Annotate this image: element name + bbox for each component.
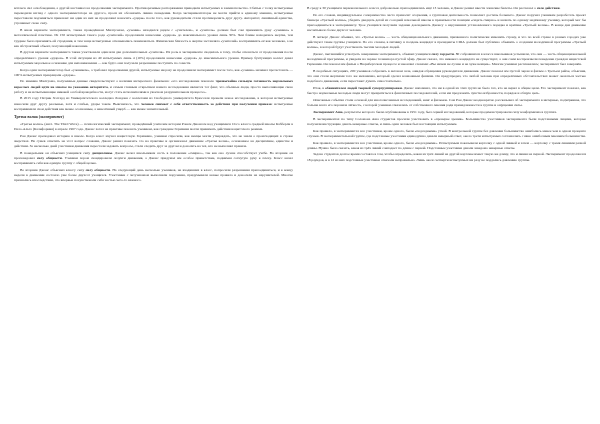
text: Джонс, пытавшийся усмотреть завершение эксперимента, объявил учащимся	[313, 52, 432, 57]
text: В 2015 году Патрик Хэггард из Университетского колледжа Лондона с коллегами из Свободного университета Брюсселя провели новое исследование, в котором испытуемые наносили друг другу реальные, хотя и слабые, удары током. Выяснилось, что	[14, 96, 293, 106]
paragraph: В подобных ситуациях, 200 учеников собрались в актовом зале, ожидая обращения руководителя движения. Джонс показал им пустой экран и фильм о Третьем рейхе, объясняя, что они стали жертвами того же механизма, который сделал возможным фашизм. Он предупредил, что любой человек при определённых обстоятельствах может оказаться частью подобного движения, если перестанет думать самостоятельно.	[307, 69, 586, 84]
text: , результаты которого были опубликованы в 1951 году, был серией исследований, которые продемонстрировали силу конформизма в группах.	[342, 109, 557, 114]
paragraph: «Третья волна» (англ. The Third Wave) — психологический эксперимент, проведённый учителем истории Роном Джонсом над учащимися 10-го класса средней школы Кабберли в Пало-Альто (Калифорния) в апреле 1967 года. Джонс хотел на практике показать ученикам, как граждане Германии могли принимать действия нацистского режима.	[14, 121, 293, 131]
paragraph: всплеск сил освобождения, а другой настаивал на продолжении эксперимента. Противоречивые распоряжения приводили испытуемых в замешательство. Сбитые с толку испытуемые переводили взгляд с одного экспериментатора на другого, прося их обозначить линию поведения. Когда экспериментаторы не могли прийти к единому мнению, испытуемые переставали подчиняться приказам: ни один из них не продолжил наносить «удары» после того, как руководители стали противоречить друг другу. Авторитет, лишённый единства, утрачивает свою силу.	[14, 6, 293, 26]
emphasis: силу общности	[36, 155, 62, 160]
paragraph: В другом варианте эксперимента также участвовали один или два дополнительных «учителя». Их роль в эксперименте сводилась к тому, чтобы отказаться от продолжения после определённого уровня «ударов». В этой ситуации из 40 испытуемых лишь 4 (10%) продолжили нанесение «ударов» до максимального уровня. Пример бунтующих коллег давал испытуемым моральное основание для неповиновения — как будто они получали разрешение поступить по совести.	[14, 50, 293, 65]
paragraph	[14, 96, 293, 111]
paragraph: Как правило, в экспериментах все участники, кроме одного, были «подсадными» уткой. В контрольной группе без давления большинства ошибались менее чем в одном проценте случаев. В экспериментальной группе, где подставные участники единодушно давали неверный ответ, около трети испытуемых соглашались с явно ошибочным мнением большинства.	[307, 128, 586, 138]
paragraph: Как правило, в экспериментах все участники, кроме одного, были «подсадными». Испытуемым показывали карточку с одной линией и затем — карточку с тремя линиями разной длины. Нужно было сказать, какая из трёх линий совпадает по длине с первой. Подставные участники давали заведомо неверные ответы.	[307, 140, 586, 150]
paragraph: Описанные события стали основой для многочисленных исследований, книг и фильмов. Сам Рон Джонс неоднократно рассказывал об эксперименте в интервью, подчёркивая, что больше всего его поразила лёгкость, с которой ученики отказались от собственного мнения ради принадлежности к группе и ощущения силы.	[307, 98, 586, 108]
text: . Джонс велел школьникам сесть в положение «смирно», так как оно лучше способствует учёбе. Во вторник он проповедовал	[14, 150, 293, 160]
text: В понедельник он объяснил учащимся силу	[20, 150, 92, 155]
emphasis: чрезвычайно сильную готовность нормальных взрослых людей идти на многое по указанию авторитета	[14, 79, 293, 89]
emphasis: Эксперимент Аша	[313, 109, 343, 114]
emphasis: дисциплины	[91, 150, 113, 155]
paragraph: Задача студентов долгое время состояла в том, чтобы определить, какая из трёх линий на другой карточке имеет такую же длину, что и линия на первой. Эксперимент продолжался 18 раундов, и в 12 из них подставные участники отвечали неправильно. Лишь около четверти испытуемых ни разу не поддались давлению группы.	[307, 152, 586, 162]
emphasis: обвинителем людей теорией супергруппировки	[325, 86, 402, 91]
right-column	[307, 6, 586, 416]
left-column	[14, 6, 293, 416]
emphasis: силу гордости	[431, 52, 454, 57]
paragraph: Рон Джонс преподавал историю в школе. Когда класс изучал нацистскую Германию, ученики спросили, как немцы могли утверждать, что не знали о происходящих в стране зверствах. Не сумев ответить на этот вопрос словами, Джонс решил показать это на практике и организовал движение «Третья волна», основанное на дисциплине, единстве и действии. За несколько дней участники движения перестали задавать вопросы, стали следить друг за другом и доносить на тех, кто не выполнял правила.	[14, 133, 293, 148]
emphasis: человек снимает с себя ответственность за действия при получении приказа	[140, 101, 272, 106]
paragraph	[14, 151, 293, 166]
text: В среду к 30 учащимся первоначального класса добровольно присоединились ещё 13 человек, и Джонс решил ввести членские билеты. Он рассказал о	[307, 6, 537, 10]
text: . На следующий день несколько учеников, не входивших в класс, попросили разрешения присоединиться, и к концу недели в движении состояло уже более двухсот учащихся. Участники с энтузиазмом выполняли поручения, придумывали новые правила и доносили на нарушителей. Многие признались впоследствии, что впервые почувствовали себя частью чего-то важного.	[14, 167, 293, 183]
paragraph	[14, 168, 293, 183]
paragraph: В экспериментах по типу Соломона Аша студентов просили участвовать в «проверке зрения». Большинство участников эксперимента были подставными лицами, которые получили инструкцию давать неверные ответы, и лишь один человек был настоящим испытуемым.	[307, 116, 586, 126]
paragraph: В ином варианте эксперимента, также проведённом Милгрэмом, «ученик» находился рядом с «учителем», и «учитель» должен был сам прижимать руку «ученика» к металлической пластине. Из 150 испытуемых такого рода «учителей» продолжили нанесение «ударов» до максимального уровня лишь 30%. Чем ближе находилась жертва, тем труднее было причинять ей страдания, и тем чаще испытуемые отказывались повиноваться. Физическая близость к жертве заставляла «учителей» воспринимать её как человека, а не как абстрактный объект, получающий наказание.	[14, 28, 293, 48]
text: . 80 собравшихся в классе школьников услышали, что они — часть общенациональной молодёжной программы, и увидели на экране телевизора пустой эфир. Джонс сказал, что никакого кандидата не существует, а они сами воспроизвели поведение граждан нацистской Германии. Он показал им фильм о Нюрнбергском процессе и закончил словами: «Вы ничем не лучше и не хуже немцев». Многие ученики расплакались; эксперимент был завершён.	[307, 52, 586, 67]
paragraph	[14, 79, 293, 94]
section-heading: Третья волна (эксперимент)	[14, 114, 64, 119]
paragraph	[307, 52, 586, 67]
text: Итак, в	[313, 86, 326, 91]
text: , и самым главным открытием нашего исследования является тот факт, что обычные люди, просто выполняющие свою работу и не испытывающие никакой особой враждебности, могут стать исполнителями в ужасном разрушительном процессе».	[14, 84, 293, 94]
paragraph	[307, 6, 586, 11]
paragraph: В четверг Джонс объявил, что «Третья волна» — часть общенационального движения, призванного политически изменить страну, и что по всей стране в разных городах уже действуют такие группы учащихся. По его словам, в пятницу в полдень кандидат в президенты США должен был публично объявить о создании молодёжной программы «Третьей волны», в которой будут участвовать тысячи молодых людей.	[307, 34, 586, 50]
text: . Джонс напомнил, что ни в одной из этих групп не было тех, кто не верил в общие цели. Его эксперимент показал, как быстро нормальные молодые люди могут превратиться в фанатичных последователей, если им предложить чувство избранности, порядок и общую цель.	[307, 86, 586, 96]
paragraph: Когда один экспериментатор был «учеником», а требовал продолжения другой, испытуемые ни разу не продолжили эксперимент после того, как «ученик» начинал протестовать — 100% испытуемых прекращали «удары».	[14, 67, 293, 77]
text: Во вторник Джонс объяснил классу силу	[20, 167, 86, 172]
paragraph	[307, 110, 586, 115]
emphasis: силу общности	[85, 167, 111, 172]
emphasis: силе действия	[536, 6, 560, 10]
text: По мнению Милгрэма, полученные данные свидетельствуют о наличии интересного феномена: «это исследование показало	[20, 79, 216, 84]
paragraph: По его словам, индивидуальное соперничество часто приносит огорчения, а групповая деятельность позволяет достичь большего. Джонс поручил ученикам разработать проект баннера «Третьей волны», убедить двадцать детей из соседней начальной школы в правильности позиции «сидеть смирно» и назвать по одному надёжному ученику, который мог бы присоединиться к эксперименту. Трое учащихся получили задание докладывать Джонсу о нарушениях установленного порядка и критике «Третьей волны». В конце дня движение насчитывало более двухсот человек.	[307, 12, 586, 33]
text: .	[559, 6, 561, 10]
paragraph	[307, 86, 586, 96]
text: : испытуемые воспринимали свои действия как менее осознанные, а нанесённый ущерб — как менее значительный.	[14, 101, 293, 111]
text: . Ученики хором скандировали лозунги движения, а Джонс придумал им особое приветствие, поднимая согнутую руку к плечу. Класс начал воспринимать себя как единую группу с общей целью.	[14, 155, 293, 165]
